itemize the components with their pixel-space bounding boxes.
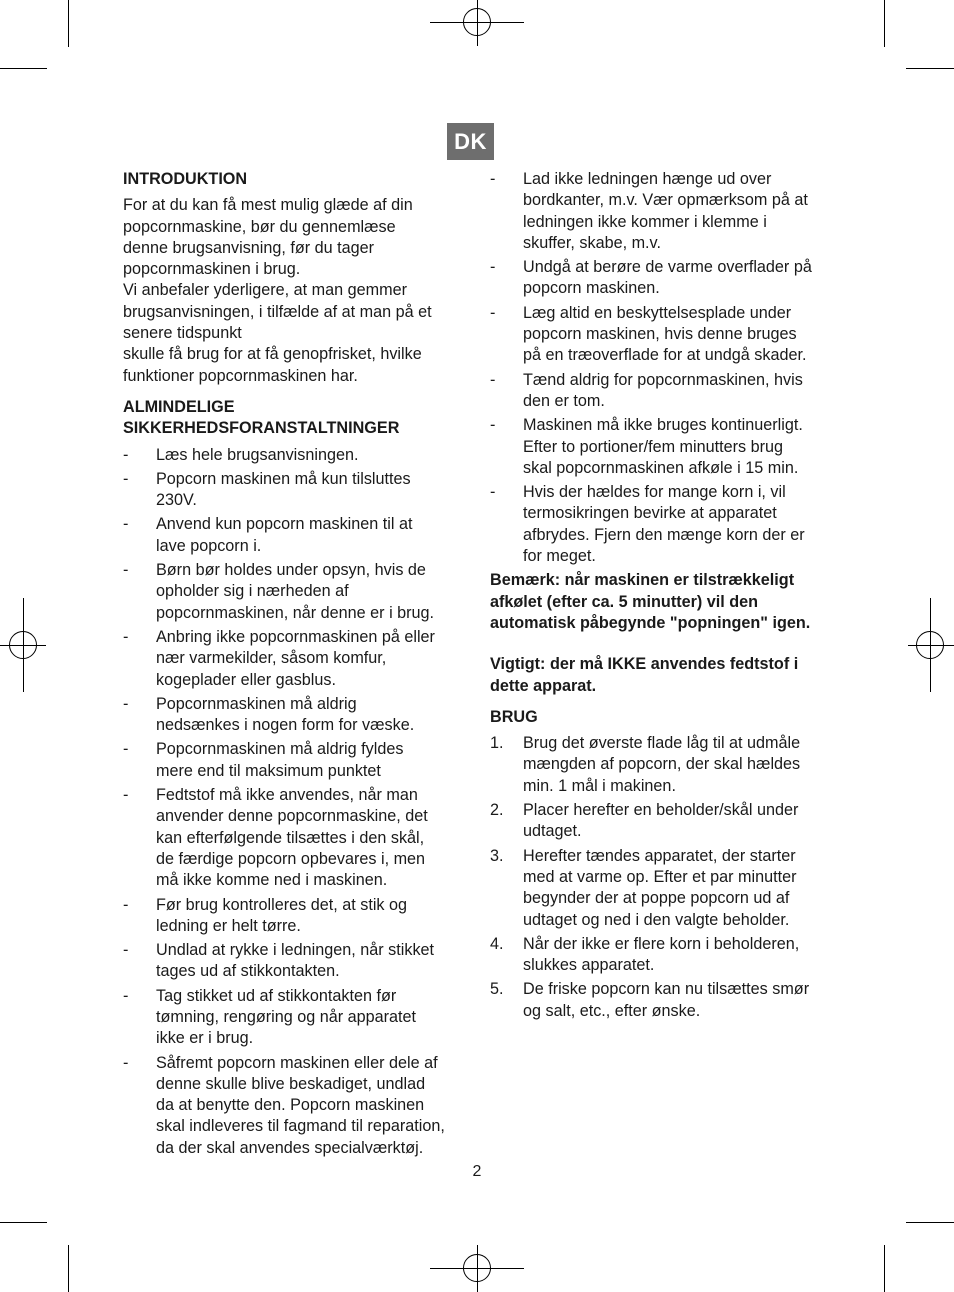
text-line: skal indleveres til fagmand til reparation, — [156, 1117, 445, 1136]
list-item — [123, 986, 468, 1050]
text-line: udtaget. — [523, 822, 582, 841]
usage-step — [490, 979, 840, 1022]
text-line: nedsænkes i nogen form for væske. — [156, 716, 415, 735]
usage-step — [490, 846, 840, 931]
list-dash: - — [123, 786, 129, 805]
list-item — [123, 739, 468, 782]
text-line: ledningen ikke kommer i klemme i — [523, 212, 767, 231]
text-line: bordkanter, m.v. Vær opmærksom på at — [523, 191, 808, 210]
step-number: 4. — [490, 934, 504, 953]
text-line: brugsanvisningen, i tilfælde af at man på et — [123, 302, 432, 321]
text-line: Popcornmaskinen må aldrig fyldes — [156, 740, 404, 759]
list-item — [123, 895, 468, 938]
crop-mark — [884, 1245, 885, 1292]
text-line: Hvis der hældes for mange korn i, vil — [523, 483, 786, 502]
text-line: må ikke komme ned i maskinen. — [156, 871, 388, 890]
text-line: skulle få brug for at få genopfrisket, hvilke — [123, 345, 422, 364]
column-right — [490, 169, 840, 1025]
text-line: skuffer, skabe, m.v. — [523, 233, 661, 252]
list-dash: - — [490, 483, 496, 502]
text-line: De friske popcorn kan nu tilsættes smør — [523, 980, 810, 999]
intro-heading: INTRODUKTION — [123, 170, 248, 188]
text-line: på en træoverflade for at undgå skader. — [523, 346, 807, 365]
safety-list-left — [123, 445, 468, 1160]
language-badge: DK — [447, 123, 494, 160]
text-line: mængden af popcorn, der skal hældes — [523, 755, 801, 774]
list-item — [490, 415, 840, 479]
list-dash: - — [123, 986, 129, 1005]
text-line: mere end til maksimum punktet — [156, 761, 381, 780]
text-line: Placer herefter en beholder/skål under — [523, 801, 799, 820]
text-line: afbrydes. Fjern den mænge korn der er — [523, 525, 805, 544]
safety-list-right — [490, 169, 840, 567]
text-line: afkølet (efter ca. 5 minutter) vil den — [490, 592, 759, 611]
text-line: lave popcorn i. — [156, 536, 262, 555]
text-line: Vigtigt: der må IKKE anvendes fedtstof i — [490, 655, 799, 674]
list-dash: - — [490, 370, 496, 389]
crop-mark — [906, 68, 954, 69]
text-line: tages ud af stikkontakten. — [156, 962, 340, 981]
usage-step — [490, 800, 840, 843]
list-item — [123, 694, 468, 737]
text-line: Tænd aldrig for popcornmaskinen, hvis — [523, 370, 803, 389]
page-number: 2 — [472, 1163, 482, 1180]
note-remark — [490, 570, 840, 634]
text-line: udtaget og ned i den valgte beholder. — [523, 910, 790, 929]
text-line: Bemærk: når maskinen er tilstrækkeligt — [490, 571, 795, 590]
intro-paragraph — [123, 195, 468, 387]
text-line: Undlad at rykke i ledningen, når stikket — [156, 941, 435, 960]
crop-mark — [884, 0, 885, 47]
list-item — [490, 169, 840, 254]
text-line: popcorn maskinen. — [523, 279, 660, 298]
text-line: Maskinen må ikke bruges kontinuerligt. — [523, 416, 803, 435]
column-left — [123, 169, 468, 1162]
list-item — [123, 627, 468, 691]
list-item — [490, 370, 840, 413]
step-number: 2. — [490, 801, 504, 820]
list-item — [123, 514, 468, 557]
text-line: Når der ikke er flere korn i beholderen, — [523, 934, 800, 953]
note-important — [490, 654, 840, 697]
text-line: senere tidspunkt — [123, 324, 242, 343]
list-item — [123, 785, 468, 891]
text-line: for meget. — [523, 547, 596, 566]
text-line: min. 1 mål i makinen. — [523, 776, 676, 795]
list-item — [123, 560, 468, 624]
list-dash: - — [490, 258, 496, 277]
text-line: automatisk påbegynde "popningen" igen. — [490, 613, 811, 632]
text-line: og salt, etc., efter ønske. — [523, 1001, 701, 1020]
list-item — [490, 303, 840, 367]
text-line: Såfremt popcorn maskinen eller dele af — [156, 1053, 438, 1072]
text-line: med at varme op. Efter et par minutter — [523, 867, 797, 886]
text-line: da at benytte den. Popcorn maskinen — [156, 1096, 425, 1115]
text-line: popcornmaskinen i brug. — [123, 260, 301, 279]
text-line: 230V. — [156, 491, 197, 510]
list-dash: - — [490, 170, 496, 188]
list-dash: - — [123, 561, 129, 580]
list-dash: - — [123, 694, 129, 713]
text-line: Anvend kun popcorn maskinen til at — [156, 515, 413, 534]
step-number: 1. — [490, 734, 504, 753]
usage-heading: BRUG — [490, 707, 538, 726]
usage-steps — [490, 733, 840, 1022]
text-line: Anbring ikke popcornmaskinen på eller — [156, 627, 435, 646]
list-dash: - — [123, 445, 129, 464]
text-line: ALMINDELIGE — [123, 397, 235, 416]
list-dash: - — [123, 627, 129, 646]
text-line: Læs hele brugsanvisningen. — [156, 445, 359, 464]
text-line: Brug det øverste flade låg til at udmåle — [523, 734, 801, 753]
text-line: opholder sig i nærheden af — [156, 582, 349, 601]
list-dash: - — [123, 941, 129, 960]
text-line: popcorn maskinen, hvis denne bruges — [523, 325, 797, 344]
safety-heading — [123, 397, 468, 440]
text-line: slukkes apparatet. — [523, 956, 655, 975]
list-item — [123, 940, 468, 983]
text-line: popcornmaskine, bør du gennemlæse — [123, 217, 396, 236]
text-line: Undgå at berøre de varme overflader på — [523, 258, 812, 277]
text-line: kogeplader eller gasblus. — [156, 670, 336, 689]
usage-step — [490, 934, 840, 977]
text-line: Tag stikket ud af stikkontakten før — [156, 986, 397, 1005]
text-line: denne brugsanvisning, før du tager — [123, 238, 375, 257]
list-item — [123, 469, 468, 512]
text-line: Popcornmaskinen må aldrig — [156, 694, 357, 713]
crop-mark — [68, 1245, 69, 1292]
text-line: Popcorn maskinen må kun tilsluttes — [156, 469, 411, 488]
list-dash: - — [123, 515, 129, 534]
text-line: Børn bør holdes under opsyn, hvis de — [156, 561, 426, 580]
text-line: SIKKERHEDSFORANSTALTNINGER — [123, 419, 400, 438]
text-line: begynder der at poppe popcorn ud af — [523, 889, 790, 908]
text-line: de færdige popcorn opbevares i, men — [156, 849, 426, 868]
list-item — [490, 482, 840, 567]
text-line: skal popcornmaskinen afkøle i 15 min. — [523, 458, 799, 477]
text-line: funktioner popcornmaskinen har. — [123, 366, 358, 385]
list-item — [123, 1053, 468, 1159]
list-dash: - — [123, 469, 129, 488]
text-line: kan efterfølgende tilsættes i den skål, — [156, 828, 425, 847]
text-line: Vi anbefaler yderligere, at man gemmer — [123, 281, 408, 300]
text-line: popcornmaskinen, når denne er i brug. — [156, 603, 435, 622]
list-dash: - — [490, 416, 496, 435]
text-line: dette apparat. — [490, 676, 597, 695]
text-line: ledning er helt tørre. — [156, 916, 301, 935]
text-line: For at du kan få mest mulig glæde af din — [123, 196, 413, 215]
crop-mark — [906, 1222, 954, 1223]
list-dash: - — [490, 303, 496, 322]
list-dash: - — [123, 1053, 129, 1072]
list-item — [123, 445, 468, 466]
text-line: Efter to portioner/fem minutters brug — [523, 437, 784, 456]
text-line: den er tom. — [523, 391, 605, 410]
text-line: ikke er i brug. — [156, 1029, 254, 1048]
text-line: da der skal anvendes specialværktøj. — [156, 1138, 424, 1157]
list-dash: - — [123, 740, 129, 759]
text-line: Herefter tændes apparatet, der starter — [523, 846, 796, 865]
text-line: nær varmekilder, såsom komfur, — [156, 649, 387, 668]
crop-mark — [0, 1222, 47, 1223]
list-item — [490, 257, 840, 300]
step-number: 3. — [490, 846, 504, 865]
text-line: anvender denne popcornmaskine, det — [156, 807, 428, 826]
crop-mark — [0, 68, 47, 69]
text-line: Læg altid en beskyttelsesplade under — [523, 303, 792, 322]
text-line: Fedtstof må ikke anvendes, når man — [156, 786, 418, 805]
text-line: Før brug kontrolleres det, at stik og — [156, 895, 408, 914]
list-dash: - — [123, 895, 129, 914]
usage-step — [490, 733, 840, 797]
step-number: 5. — [490, 980, 504, 999]
crop-mark — [68, 0, 69, 47]
text-line: Lad ikke ledningen hænge ud over — [523, 170, 772, 188]
text-line: denne skulle blive beskadiget, undlad — [156, 1074, 426, 1093]
text-line: tømning, rengøring og når apparatet — [156, 1007, 417, 1026]
text-line: termosikringen bevirke at apparatet — [523, 504, 777, 523]
